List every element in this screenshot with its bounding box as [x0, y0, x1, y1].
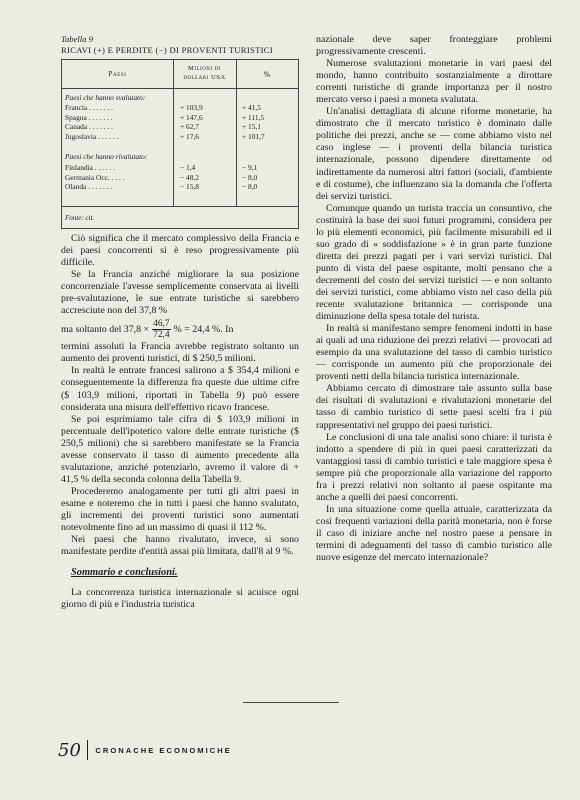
table-bottom-rule	[62, 206, 298, 207]
cell-usd: + 17,6	[180, 131, 199, 141]
cell-country: Germania Occ. . . . .	[65, 172, 125, 182]
data-table	[61, 59, 299, 229]
group-label-devalued: Paesi che hanno svalutato:	[65, 93, 146, 102]
end-rule	[243, 702, 339, 703]
column-header-usd	[173, 64, 236, 82]
cell-pct: − 8,0	[242, 172, 258, 182]
fraction-denominator: 72,4	[153, 329, 170, 340]
paragraph: In realtà si manifestano sempre fenomeni indotti in base ai quali ad una riduzione dei prezzi relativi — provocati ad esempio da una svalutazione del tasso di cambio turistico — corrisponde un aumento più che proporzionale dei proventi netti della bilancia turistica internazionale.	[316, 323, 552, 383]
column-header-usd-line1: Milioni di	[187, 65, 222, 72]
group-label-revalued: Paesi che hanno rivalutato:	[65, 152, 148, 161]
paragraph: Le conclusioni di una tale analisi sono chiare: il turista è indotto a spendere di più in quei paesi caratterizzati da vantaggiosi tassi di cambio turistici e tale maggiore spesa è sempre più che proporzionale alla variazione del rapporto fra i prezzi relativi non soltanto al paese ospitante ma anche a quelli dei paesi concorrenti.	[316, 431, 552, 503]
paragraph: Procederemo analogamente per tutti gli altri paesi in esame e noteremo che in tutti i paesi che hanno svalutato, gli incrementi dei proventi turistici sono aumentati notevolmente fino ad un massimo di quasi il 112 %.	[61, 485, 299, 534]
paragraph: Se la Francia anziché migliorare la sua posizione concorrenziale l'avesse semplicemente conservata ai livelli pre-svalutazione, le sue entrate turistiche si sarebbero accresciute non del 37,8 %	[61, 269, 299, 317]
paragraph: La concorrenza turistica internazionale si acuisce ogni giorno di più e l'industria turistica	[61, 587, 299, 611]
cell-country: Canada . . . . . . .	[65, 122, 114, 131]
cell-usd: − 15,8	[180, 182, 199, 191]
cell-usd: + 147,6	[180, 112, 203, 122]
right-column-text	[316, 34, 552, 564]
table-row	[62, 122, 298, 131]
footer-divider	[87, 740, 89, 760]
table-row	[62, 103, 298, 112]
section-heading: Sommario e conclusioni.	[71, 567, 178, 579]
column-header-pct: %	[263, 70, 271, 79]
cell-pct: + 111,5	[242, 112, 265, 122]
paragraph: Ciò significa che il mercato complessivo della Francia e dei paesi concorrenti si è reso progressivamente più difficile.	[61, 233, 299, 269]
paragraph: In una situazione come quella attuale, caratterizzata da così frequenti variazioni della parità monetaria, non è forse il caso di iniziare anche nel nostro paese a pensare in termini di adeguamenti del tasso di cambio turistico alle nuove esigenze del mercato internazionale?	[316, 503, 552, 564]
paragraph: Nei paesi che hanno rivalutato, invece, si sono manifestate perdite d'entità assai più limitata, dall'8 al 9 %.	[61, 534, 299, 558]
cell-usd: + 103,9	[180, 103, 203, 112]
formula-suffix: % = 24,4 %. In	[173, 323, 234, 335]
paragraph: nazionale deve saper fronteggiare problemi progressivamente crescenti.	[316, 34, 552, 58]
cell-pct: + 15,1	[242, 122, 261, 131]
paragraph: termini assoluti la Francia avrebbe registrato soltanto un aumento dei proventi turistici, di $ 250,5 milioni.	[61, 341, 299, 365]
table-row	[62, 182, 298, 191]
cell-pct: − 8,0	[242, 182, 258, 191]
table-row	[62, 163, 298, 172]
cell-usd: − 1,4	[180, 163, 196, 172]
cell-pct: − 9,1	[242, 163, 258, 172]
cell-usd: + 62,7	[180, 122, 199, 131]
paragraph: Comunque quando un turista traccia un consuntivo, che costituirà la base dei suoi futuri programmi, considera per lo più elementi economici, più facilmente misurabili ed il suo grado di « soddisfazione » è in gran parte funzione diretta dei prezzi pagati per i vari servizi turistici. Dal punto di vista del paese ospitante, molti pensano che a decrementi del costo dei servizi turistici — e non soltanto dei servizi turistici, come abbiamo visto nel caso della più recente svalutazione britannica — corrisponde una diminuzione della spesa totale del turista.	[316, 202, 552, 323]
paragraph: Se poi esprimiamo tale cifra di $ 103,9 milioni in percentuale dell'ipotetico valore delle entrate turistiche ($ 250,5 milioni) che si sarebbero manifestate se la Francia avesse conservato il tasso di aumento precedente alla svalutazione, anziché potenziarlo, avremo il valore di + 41,5 % della seconda colonna della Tabella 9.	[61, 413, 299, 485]
formula-fraction	[152, 319, 170, 340]
table-title: RICAVI (+) E PERDITE (−) DI PROVENTI TURISTICI	[61, 45, 273, 55]
formula	[61, 317, 299, 341]
cell-country: Olanda . . . . . . .	[65, 182, 113, 191]
cell-country: Spagna . . . . . . .	[65, 112, 113, 122]
left-column-text	[61, 233, 299, 611]
paragraph: In realtà le entrate francesi salirono a $ 354,4 milioni e conseguentemente la differenza fra queste due ultime cifre ($ 103,9 milioni, riportati in Tabella 9) può essere considerata una misura dell'effettivo ricavo francese.	[61, 365, 299, 413]
paragraph: Abbiamo cercato di dimostrare tale assunto sulla base dei risultati di svalutazioni e rivalutazioni monetarie del tasso di cambio turistico di sette paesi scelti fra i più rappresentativi nel gruppo dei paesi turistici.	[316, 383, 552, 431]
table-block	[61, 34, 299, 229]
cell-country: Finlandia . . . . . .	[65, 163, 116, 172]
table-row	[62, 113, 298, 122]
paragraph: Numerose svalutazioni monetarie in vari paesi del mondo, hanno contribuito sostanzialmente a dirottare correnti turistiche di grande importanza per il nostro mercato verso i paesi a moneta svalutata.	[316, 58, 552, 106]
cell-pct: + 101,7	[242, 131, 265, 141]
column-header-country: Paesi	[108, 70, 127, 78]
publication-name: CRONACHE ECONOMICHE	[95, 745, 232, 755]
cell-pct: + 41,5	[242, 103, 261, 112]
page-footer	[58, 739, 232, 761]
formula-prefix: ma soltanto del 37,8 ×	[61, 323, 150, 335]
paragraph: Un'analisi dettagliata di alcune riforme monetarie, ha dimostrato che il mercato turistico è dominato dalle politiche dei prezzi, anche se — come abbiamo visto nel caso inglese — i proventi della bilancia turistica internazionale, possono dipendere direttamente od indirettamente da numerosi altri fattori (sociali, d'ambiente e di costume), che influenzano sia la domanda che l'offerta dei servizi turistici.	[316, 106, 552, 202]
cell-country: Jugoslavia . . . . . .	[65, 131, 119, 141]
table-caption: Tabella 9	[61, 34, 93, 44]
cell-country: Francia . . . . . . .	[65, 103, 114, 112]
fraction-numerator: 46,7	[153, 318, 170, 329]
table-row	[62, 173, 298, 182]
table-row	[62, 132, 298, 141]
table-source: Fonte: cit.	[65, 213, 95, 222]
cell-usd: − 48,2	[180, 172, 199, 182]
column-header-usd-line2: dollari USA	[183, 74, 226, 81]
page-number: 50	[58, 739, 81, 761]
